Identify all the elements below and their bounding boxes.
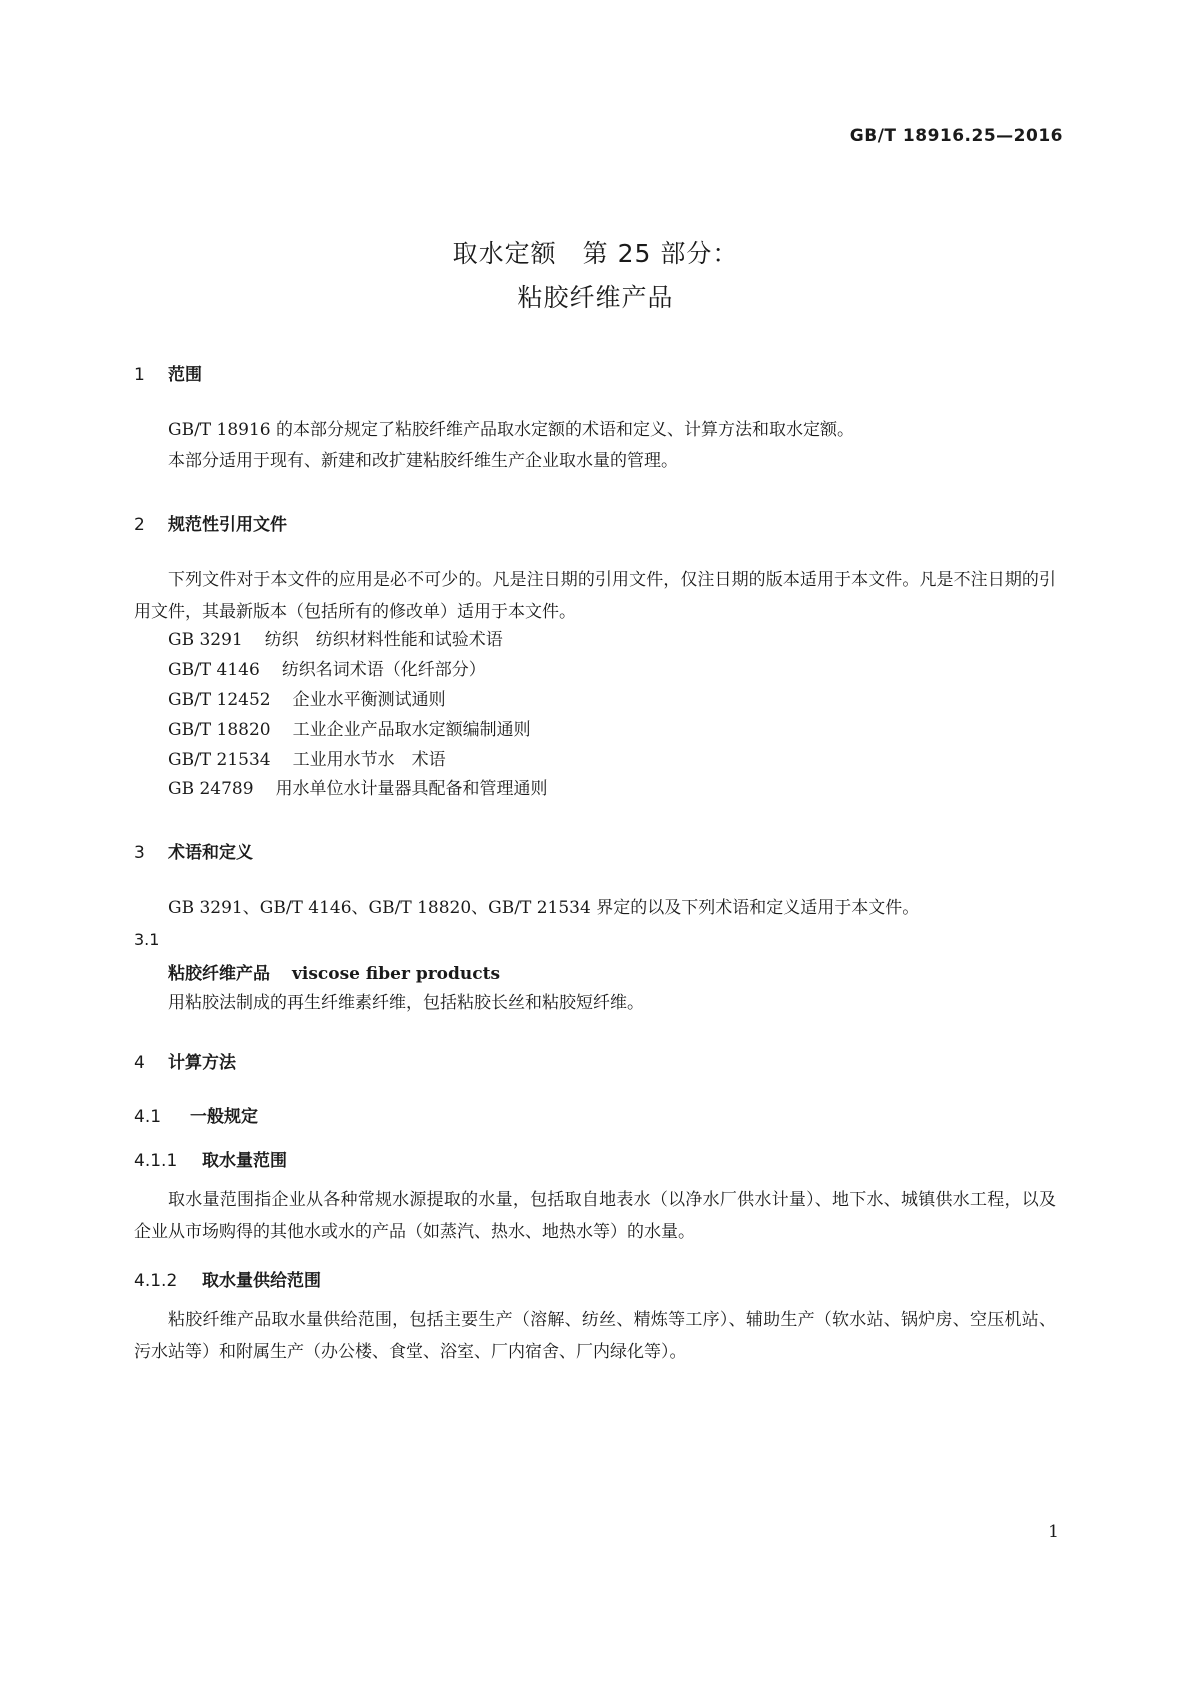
section-4-heading	[134, 1048, 236, 1073]
term-chinese: 粘胶纤维产品	[168, 964, 270, 984]
section-2-heading	[134, 510, 287, 535]
reference-item	[168, 714, 531, 746]
reference-code: GB/T 18820	[168, 720, 271, 740]
reference-item	[168, 744, 446, 776]
section-2-intro: 下列文件对于本文件的应用是必不可少的。凡是注日期的引用文件，仅注日期的版本适用于本文件。凡是不注日期的引用文件，其最新版本（包括所有的修改单）适用于本文件。	[134, 570, 1056, 622]
reference-title: 用水单位水计量器具配备和管理通则	[275, 779, 548, 799]
section-4-1-1-text: 取水量范围指企业从各种常规水源提取的水量，包括取自地表水（以净水厂供水计量）、地下水、城镇供水工程，以及企业从市场购得的其他水或水的产品（如蒸汽、热水、地热水等）的水量。	[134, 1190, 1056, 1242]
section-4-1-1-title: 取水量范围	[202, 1151, 287, 1171]
section-4-title: 计算方法	[168, 1053, 236, 1073]
section-4-1-heading	[134, 1102, 258, 1127]
section-1-paragraph-1: GB/T 18916 的本部分规定了粘胶纤维产品取水定额的术语和定义、计算方法和取水定额。	[168, 420, 855, 440]
term-definition: 用粘胶法制成的再生纤维素纤维，包括粘胶长丝和粘胶短纤维。	[168, 993, 644, 1013]
section-2-title: 规范性引用文件	[168, 515, 287, 535]
reference-code: GB 3291	[168, 630, 243, 650]
reference-item	[168, 624, 503, 656]
section-4-1-title: 一般规定	[190, 1107, 258, 1127]
title-line-1: 取水定额 第 25 部分：	[452, 239, 739, 268]
section-1-title: 范围	[168, 365, 202, 385]
reference-item	[168, 773, 548, 805]
section-1-heading	[134, 360, 202, 385]
section-4-1-2-title: 取水量供给范围	[202, 1271, 321, 1291]
section-3-intro: GB 3291、GB/T 4146、GB/T 18820、GB/T 21534 界定的以及下列术语和定义适用于本文件。	[168, 898, 920, 918]
reference-title: 纺织名词术语（化纤部分）	[281, 660, 486, 680]
page-number: 1	[1048, 1522, 1059, 1542]
reference-title: 工业用水节水 术语	[292, 750, 446, 770]
section-4-1-2-text: 粘胶纤维产品取水量供给范围，包括主要生产（溶解、纺丝、精炼等工序）、辅助生产（软水站、锅炉房、空压机站、污水站等）和附属生产（办公楼、食堂、浴室、厂内宿舍、厂内绿化等）。	[134, 1310, 1056, 1362]
reference-item	[168, 654, 486, 686]
section-4-1-2-heading	[134, 1266, 321, 1291]
section-1-number: 1	[134, 365, 145, 385]
standard-code: GB/T 18916.25—2016	[849, 126, 1063, 146]
section-3-title: 术语和定义	[168, 843, 253, 863]
reference-code: GB/T 21534	[168, 750, 271, 770]
reference-title: 企业水平衡测试通则	[292, 690, 446, 710]
term-name	[168, 959, 500, 984]
title-line-2: 粘胶纤维产品	[517, 283, 674, 312]
term-english: viscose fiber products	[292, 964, 501, 984]
section-4-1-number: 4.1	[134, 1107, 162, 1127]
reference-item	[168, 684, 446, 716]
section-4-number: 4	[134, 1053, 145, 1073]
section-3-number: 3	[134, 843, 145, 863]
section-4-1-2-number: 4.1.2	[134, 1271, 178, 1291]
reference-title: 工业企业产品取水定额编制通则	[292, 720, 531, 740]
term-number: 3.1	[134, 930, 160, 949]
section-3-heading	[134, 838, 253, 863]
section-1-paragraph-2: 本部分适用于现有、新建和改扩建粘胶纤维生产企业取水量的管理。	[168, 451, 678, 471]
section-4-1-1-number: 4.1.1	[134, 1151, 178, 1171]
section-4-1-1-heading	[134, 1146, 287, 1171]
section-2-number: 2	[134, 515, 145, 535]
reference-title: 纺织 纺织材料性能和试验术语	[264, 630, 503, 650]
reference-code: GB/T 4146	[168, 660, 260, 680]
reference-code: GB/T 12452	[168, 690, 271, 710]
document-title	[0, 232, 1191, 320]
reference-code: GB 24789	[168, 779, 254, 799]
